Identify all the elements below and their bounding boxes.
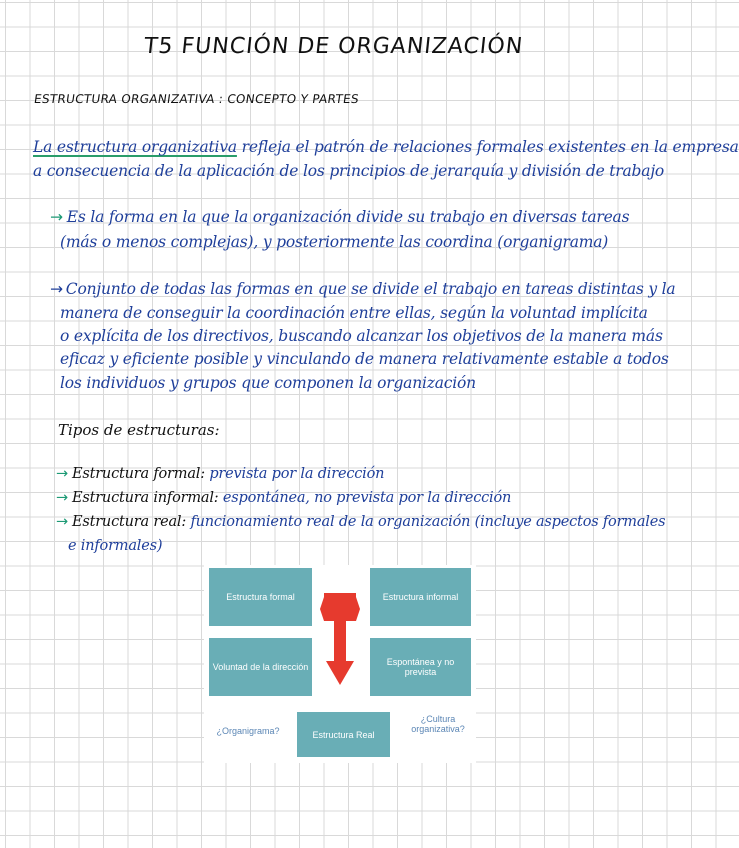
bullet-2-line-3: o explícita de los directivos, buscando alcanzar los objetivos de la manera más xyxy=(60,327,663,345)
box-estructura-formal: Estructura formal xyxy=(209,568,312,626)
bullet-2-line-1: → Conjunto de todas las formas en que se divide el trabajo en tareas distintas y la xyxy=(50,280,676,298)
definition-line-1 xyxy=(33,138,739,156)
bullet-2-line-2: manera de conseguir la coordinación entre ellas, según la voluntad implícita xyxy=(60,304,648,322)
definition-line-1-text: refleja el patrón de relaciones formales existentes en la empresa xyxy=(236,138,739,156)
box-estructura-real: Estructura Real xyxy=(297,712,390,757)
arrow-right-icon: → xyxy=(56,490,68,506)
bullet-1-line-1: → Es la forma en la que la organización divide su trabajo en diversas tareas xyxy=(50,208,630,226)
type-item-real-continuation: e informales) xyxy=(68,538,163,554)
type-item-real: → Estructura real: funcionamiento real de la organización (incluye aspectos formales xyxy=(56,514,666,530)
type-item-formal: → Estructura formal: prevista por la dirección xyxy=(56,466,385,482)
arrow-right-icon: → xyxy=(50,208,63,226)
arrow-down-icon xyxy=(320,593,360,685)
bullet-1-line-2: (más o menos complejas), y posteriormente las coordina (organigrama) xyxy=(60,233,609,251)
bullet-2-line-5: los individuos y grupos que componen la organización xyxy=(60,374,476,392)
box-estructura-informal: Estructura informal xyxy=(370,568,471,626)
structure-diagram xyxy=(204,565,476,763)
page-title: T5 FUNCIÓN DE ORGANIZACIÓN xyxy=(142,34,525,59)
types-heading: Tipos de estructuras: xyxy=(58,421,220,439)
definition-line-2: a consecuencia de la aplicación de los principios de jerarquía y división de trabajo xyxy=(33,162,665,180)
question-cultura-organizativa: ¿Cultura organizativa? xyxy=(411,714,465,734)
section-subtitle: ESTRUCTURA ORGANIZATIVA : CONCEPTO Y PARTES xyxy=(33,92,360,106)
question-organigrama: ¿Organigrama? xyxy=(216,726,280,736)
type-item-informal: → Estructura informal: espontánea, no prevista por la dirección xyxy=(56,490,512,506)
arrow-right-icon: → xyxy=(56,466,68,482)
arrow-right-icon: → xyxy=(56,514,68,530)
definition-term: La estructura organizativa xyxy=(33,138,237,156)
arrow-right-icon: → xyxy=(50,280,63,298)
bullet-2-line-4: eficaz y eficiente posible y vinculando de manera relativamente estable a todos xyxy=(60,350,669,368)
box-voluntad-direccion: Voluntad de la dirección xyxy=(209,638,312,696)
box-espontanea: Espontánea y no prevista xyxy=(370,638,471,696)
